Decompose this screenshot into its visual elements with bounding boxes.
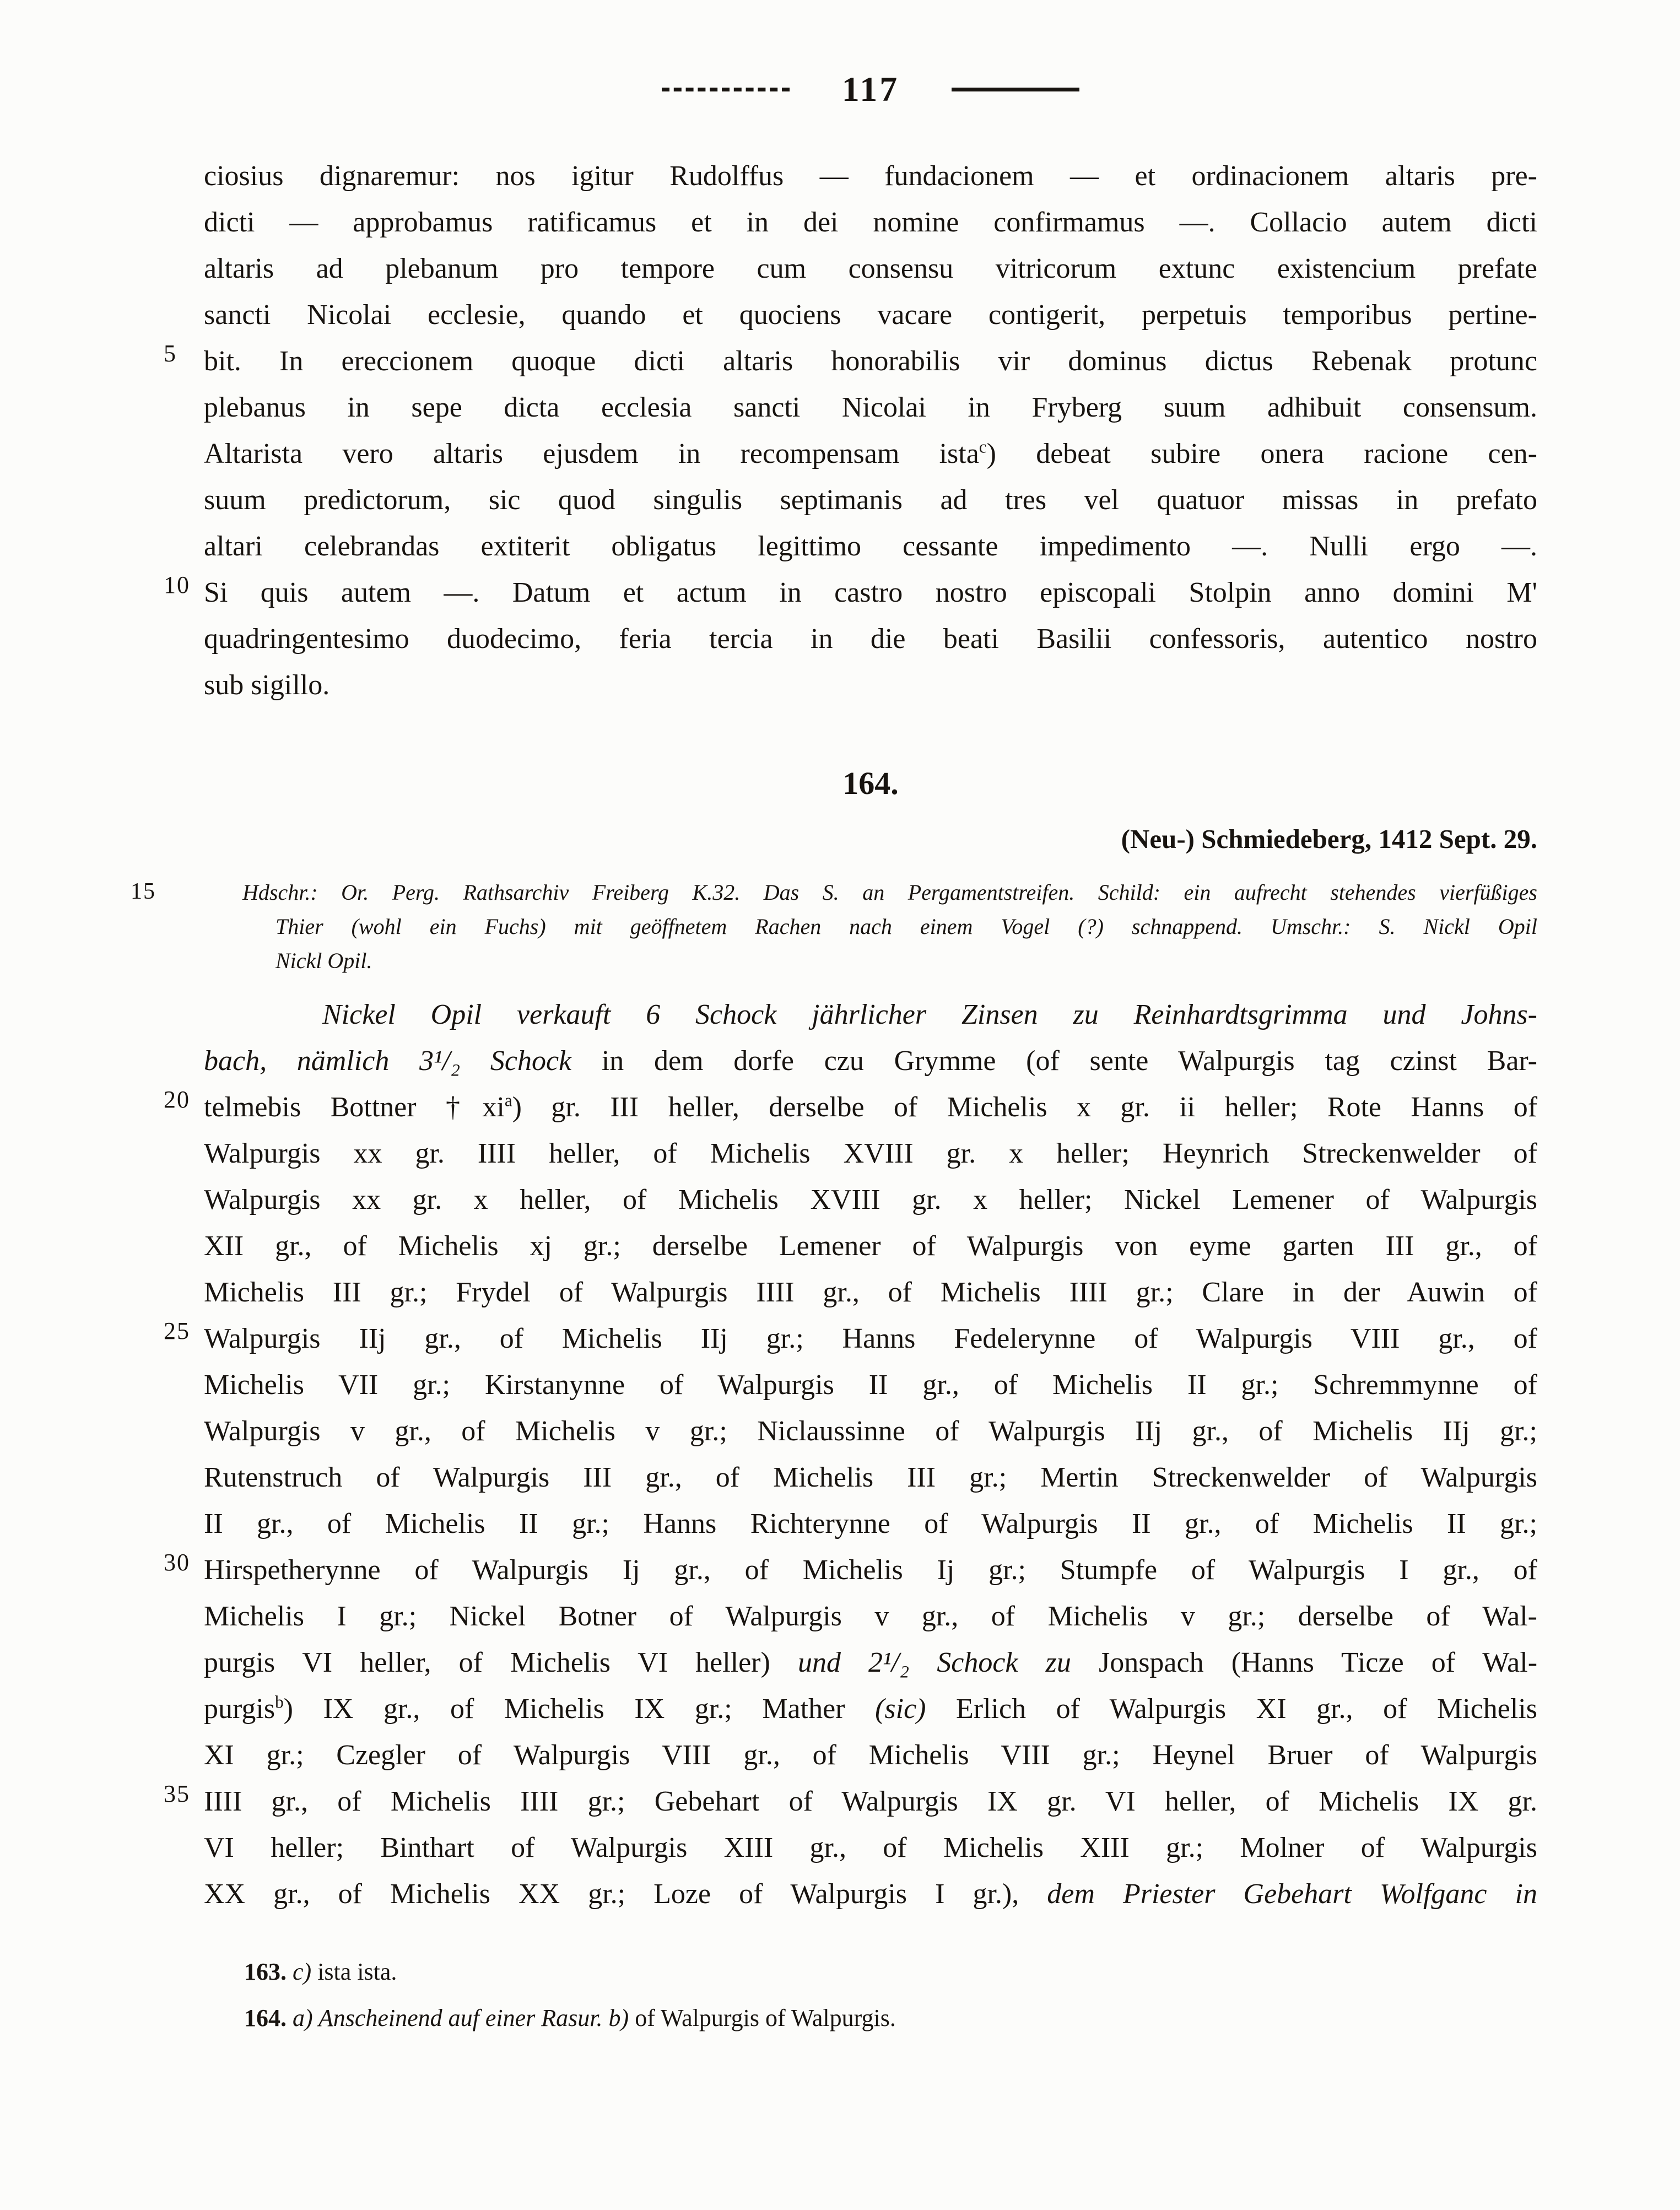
text-line xyxy=(204,1362,1537,1408)
entry-163-text-continuation xyxy=(164,153,1537,709)
margin-line-number: 30 xyxy=(164,1549,190,1576)
text-segment: Walpurgis xx gr. IIII heller, of Michelis XVIII gr. x heller; Heynrich Streckenwelder of xyxy=(204,1138,1537,1169)
header-rule-left xyxy=(662,88,790,91)
text-segment: Walpurgis IIj gr., of Michelis IIj gr.; Hanns Fedelerynne of Walpurgis VIII gr., of xyxy=(204,1323,1537,1354)
text-segment: of Walpurgis of Walpurgis. xyxy=(635,2004,896,2031)
entry-164-number: 164. xyxy=(842,765,899,801)
text-segment: Walpurgis xx gr. x heller, of Michelis XVIII gr. x heller; Nickel Lemener of Walpurgis xyxy=(204,1184,1537,1215)
text-segment: ista ista. xyxy=(317,1958,397,1985)
text-line xyxy=(204,199,1537,246)
text-line xyxy=(164,1084,1538,1131)
text-line xyxy=(164,1316,1537,1362)
text-segment: XI gr.; Czegler of Walpurgis VIII gr., of Michelis VIII gr.; Heynel Bruer of Walpurgis xyxy=(204,1739,1537,1771)
margin-line-number: 5 xyxy=(164,340,177,367)
text-segment: II gr., of Michelis II gr.; Hanns Richterynne of Walpurgis II gr., of Michelis II gr.; xyxy=(204,1508,1537,1539)
text-segment: XX gr., of Michelis XX gr.; Loze of Walpurgis I gr.), xyxy=(204,1878,1047,1910)
text-line xyxy=(204,431,1537,477)
text-line xyxy=(204,1223,1537,1269)
text-segment: b xyxy=(275,1692,284,1712)
text-line xyxy=(204,292,1537,338)
text-segment: 163. xyxy=(244,1958,293,1985)
text-segment: Walpurgis v gr., of Michelis v gr.; Niclaussinne of Walpurgis IIj gr., of Michelis IIj gr.; xyxy=(204,1415,1537,1447)
text-segment: sancti Nicolai ecclesie, quando et quociens vacare contigerit, perpetuis temporibus pertine- xyxy=(204,299,1537,331)
text-line xyxy=(204,153,1537,199)
text-line xyxy=(204,992,1537,1038)
text-line xyxy=(204,246,1537,292)
footnotes xyxy=(244,1949,1539,2041)
text-segment: plebanus in sepe dicta ecclesia sancti Nicolai in Fryberg suum adhibuit consensum. xyxy=(204,392,1537,423)
margin-line-number: 20 xyxy=(164,1086,190,1113)
text-segment: Michelis VII gr.; Kirstanynne of Walpurgis II gr., of Michelis II gr.; Schremmynne of xyxy=(204,1369,1537,1401)
text-segment: sub sigillo. xyxy=(204,669,330,701)
text-line xyxy=(164,570,1537,616)
margin-line-number: 10 xyxy=(164,571,190,598)
text-segment: (sic) xyxy=(875,1693,957,1725)
text-line xyxy=(276,944,1537,978)
entry-164-manuscript-description xyxy=(131,876,1537,978)
text-line xyxy=(204,1408,1537,1455)
margin-line-number: 35 xyxy=(164,1780,190,1807)
text-line xyxy=(204,1640,1537,1686)
text-segment: ) IX gr., of Michelis IX gr.; Mather xyxy=(283,1693,876,1725)
text-line xyxy=(204,1501,1537,1547)
text-line xyxy=(204,477,1537,523)
text-line xyxy=(164,1547,1537,1593)
text-segment: Hirspetherynne of Walpurgis Ij gr., of Michelis Ij gr.; Stumpfe of Walpurgis I gr., of xyxy=(204,1554,1537,1586)
text-segment: ciosius dignaremur: nos igitur Rudolffus — fundacionem — et ordinacionem altaris pre- xyxy=(204,160,1537,192)
text-segment: in dem dorfe czu Grymme (of sente Walpurgis tag czinst Bar- xyxy=(601,1045,1537,1077)
text-line xyxy=(204,616,1537,662)
text-line xyxy=(204,1686,1537,1732)
text-segment: IIII gr., of Michelis IIII gr.; Gebehart of Walpurgis IX gr. VI heller, of Michelis IX gr. xyxy=(204,1786,1537,1817)
text-line xyxy=(204,662,1537,709)
text-segment: Altarista vero altaris ejusdem in recompensam ista xyxy=(204,438,979,469)
text-segment: 164. xyxy=(244,2004,293,2031)
text-segment: bach, nämlich 3¹/₂ Schock xyxy=(204,1045,602,1077)
text-line xyxy=(204,1131,1537,1177)
text-segment: quadringentesimo duodecimo, feria tercia in die beati Basilii confessoris, autentico nostro xyxy=(204,623,1537,655)
text-segment: Nickl Opil. xyxy=(276,948,372,973)
text-line xyxy=(204,1825,1537,1871)
text-segment: altari celebrandas extiterit obligatus legittimo cessante impedimento —. Nulli ergo —. xyxy=(204,531,1537,562)
text-line: 15 Hdschr.: Or. Perg. Rathsarchiv Freiberg K.32. Das S. an Pergamentstreifen. Schild: ein aufrecht stehendes vierfüßiges xyxy=(131,879,1537,905)
text-line xyxy=(164,338,1537,385)
text-segment: a xyxy=(504,1090,512,1110)
text-line xyxy=(164,1779,1537,1825)
text-line xyxy=(204,1455,1537,1501)
text-segment: altaris ad plebanum pro tempore cum consensu vitricorum extunc existencium prefate xyxy=(204,253,1537,284)
entry-164-text xyxy=(164,992,1538,1917)
text-segment: telmebis Bottner †xi xyxy=(204,1092,505,1123)
text-segment: Erlich of Walpurgis XI gr., of Michelis xyxy=(956,1693,1537,1725)
text-segment: a) Anscheinend auf einer Rasur. b) xyxy=(293,2004,635,2031)
text-segment: XII gr., of Michelis xj gr.; derselbe Lemener of Walpurgis von eyme garten III gr., of xyxy=(204,1230,1537,1262)
text-segment: Michelis I gr.; Nickel Botner of Walpurgis v gr., of Michelis v gr.; derselbe of Wal- xyxy=(204,1601,1537,1632)
entry-164-dateline: (Neu-) Schmiedeberg, 1412 Sept. 29. xyxy=(1121,824,1537,854)
text-segment: Nickel Opil verkauft 6 Schock jährlicher Zinsen zu Reinhardtsgrimma und Johns- xyxy=(322,999,1537,1030)
text-line xyxy=(244,1995,1539,2041)
margin-line-number: 25 xyxy=(164,1317,190,1344)
text-segment: dem Priester Gebehart Wolfganc in xyxy=(1047,1878,1537,1910)
text-segment: Rutenstruch of Walpurgis III gr., of Michelis III gr.; Mertin Streckenwelder of Walpurgis xyxy=(204,1462,1537,1493)
text-segment: c) xyxy=(293,1958,318,1985)
text-segment: Hdschr.: Or. Perg. Rathsarchiv Freiberg K.32. Das S. an Pergamentstreifen. Schild: ein aufrecht stehendes vierfüßiges xyxy=(242,880,1537,905)
text-segment: ) debeat subire onera racione cen- xyxy=(986,438,1537,469)
text-segment: VI heller; Binthart of Walpurgis XIII gr., of Michelis XIII gr.; Molner of Walpurgis xyxy=(204,1832,1537,1863)
text-line xyxy=(204,1269,1537,1316)
text-line xyxy=(244,1949,1539,1995)
text-line xyxy=(204,1177,1537,1223)
text-line xyxy=(204,1871,1537,1917)
text-segment: Jonspach (Hanns Ticze of Wal- xyxy=(1098,1647,1538,1678)
text-line xyxy=(276,910,1537,944)
text-line xyxy=(204,1593,1537,1640)
text-segment: c xyxy=(979,437,987,457)
text-segment: purgis xyxy=(204,1693,276,1725)
text-segment: suum predictorum, sic quod singulis septimanis ad tres vel quatuor missas in prefato xyxy=(204,484,1537,516)
text-segment: und 2¹/₂ Schock zu xyxy=(797,1647,1099,1678)
text-line xyxy=(204,1732,1537,1779)
page-header xyxy=(204,69,1537,109)
page-number: 117 xyxy=(841,69,900,109)
text-segment: Thier (wohl ein Fuchs) mit geöffnetem Rachen nach einem Vogel (?) schnappend. Umschr.: S. Nickl Opil xyxy=(276,914,1537,939)
text-segment: ) gr. III heller, derselbe of Michelis x gr. ii heller; Rote Hanns of xyxy=(512,1092,1538,1123)
text-segment: purgis VI heller, of Michelis VI heller) xyxy=(204,1647,798,1678)
text-line xyxy=(204,1038,1537,1084)
text-segment: dicti — approbamus ratificamus et in dei nomine confirmamus —. Collacio autem dicti xyxy=(204,207,1537,238)
text-segment: Michelis III gr.; Frydel of Walpurgis IIII gr., of Michelis IIII gr.; Clare in der Auwin of xyxy=(204,1277,1537,1308)
text-segment: Si quis autem —. Datum et actum in castro nostro episcopali Stolpin anno domini M' xyxy=(204,577,1537,608)
header-rule-right xyxy=(952,88,1079,91)
text-segment: bit. In ereccionem quoque dicti altaris honorabilis vir dominus dictus Rebenak protunc xyxy=(204,345,1537,377)
text-line xyxy=(204,385,1537,431)
text-line xyxy=(204,523,1537,570)
